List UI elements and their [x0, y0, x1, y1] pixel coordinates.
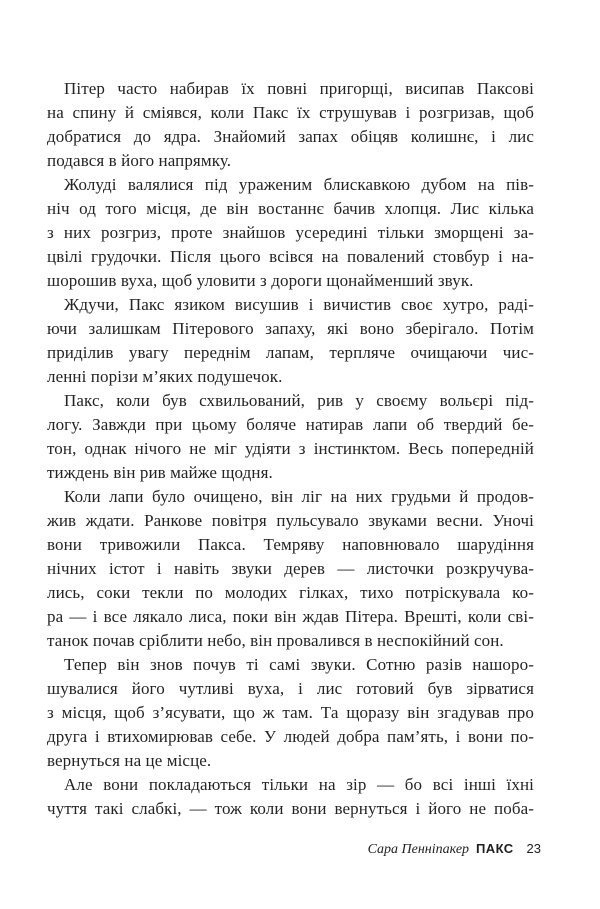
text-line: танок почав сріблити небо, він провалився в неспокійний сон. — [47, 631, 504, 650]
text-line: ючи залишкам Пітерового запаху, які воно зберігало. Потім — [47, 319, 534, 338]
text-line: на спину й сміявся, коли Пакс їх струшував і розгризав, щоб — [47, 103, 534, 122]
text-line: Але вони покладаються тільки на зір — бо всі інші їхні — [64, 775, 534, 794]
text-line: приділив увагу переднім лапам, терпляче очищаючи чис- — [47, 343, 534, 362]
text-line: шорошив вуха, щоб уловити з дороги щонайменший звук. — [47, 271, 474, 290]
text-line: Жолуді валялися під ураженим блискавкою дубом на пів- — [64, 175, 534, 194]
text-line: лись, соки текли по молодих гілках, тихо потріскувала ко- — [47, 583, 534, 602]
paragraph — [47, 485, 534, 653]
text-line: вернуться на це місце. — [47, 751, 212, 770]
paragraph — [47, 293, 534, 389]
text-line: ленні порізи м’яких подушечок. — [47, 367, 283, 386]
paragraph — [47, 173, 534, 293]
text-line: жив ждати. Ранкове повітря пульсувало звуками весни. Уночі — [47, 511, 534, 530]
text-line: вони тривожили Пакса. Темряву наповнювало шарудіння — [47, 535, 534, 554]
text-line: тиждень він рив майже щодня. — [47, 463, 273, 482]
text-line: Тепер він знов почув ті самі звуки. Сотню разів нашоро- — [64, 655, 534, 674]
text-line: цвілі грудочки. Після цього всівся на повалений стовбур і на- — [47, 247, 534, 266]
paragraph — [47, 77, 534, 173]
text-line: Пітер часто набирав їх повні пригорщі, висипав Паксові — [64, 79, 534, 98]
paragraph — [47, 389, 534, 485]
text-line: з них розгриз, проте знайшов усередині тільки зморщені за- — [47, 223, 534, 242]
text-line: друга і втихомирював себе. У людей добра пам’ять, і вони по- — [47, 727, 534, 746]
text-line: Ждучи, Пакс язиком висушив і вичистив своє хутро, раді- — [64, 295, 534, 314]
footer-page-number: 23 — [526, 841, 541, 856]
text-line: ніч од того місця, де він востаннє бачив хлопця. Лис кілька — [47, 199, 534, 218]
text-line: Коли лапи було очищено, він ліг на них грудьми й продов- — [64, 487, 534, 506]
page-text — [47, 77, 534, 821]
text-line: добратися до ядра. Знайомий запах обіцяв колишнє, і лис — [47, 127, 534, 146]
text-line: шувалися його чутливі вуха, і лис готовий був зірватися — [47, 679, 534, 698]
footer-author-name: Сара Пенніпакер — [367, 842, 470, 857]
footer-book-title: ПАКС — [476, 841, 514, 856]
text-line: логу. Завжди при цьому боляче натирав лапи об твердий бе- — [47, 415, 534, 434]
text-line: чуття такі слабкі, — тож коли вони вернуться і його не поба- — [47, 799, 534, 818]
text-line: ра — і все лякало лиса, поки він ждав Пітера. Врешті, коли сві- — [47, 607, 534, 626]
text-line: подався в його напрямку. — [47, 151, 232, 170]
running-footer — [368, 841, 541, 858]
paragraph — [47, 773, 534, 821]
text-line: тон, однак нічого не міг удіяти з інстинктом. Весь попередній — [47, 439, 534, 458]
text-line: Пакс, коли був схвильований, рив у своєму вольєрі під- — [64, 391, 534, 410]
paragraph — [47, 653, 534, 773]
text-line: нічних істот і навіть звуки дерев — листочки розкручува- — [47, 559, 534, 578]
text-line: з місця, щоб з’ясувати, що ж там. Та щоразу він згадував про — [47, 703, 534, 722]
